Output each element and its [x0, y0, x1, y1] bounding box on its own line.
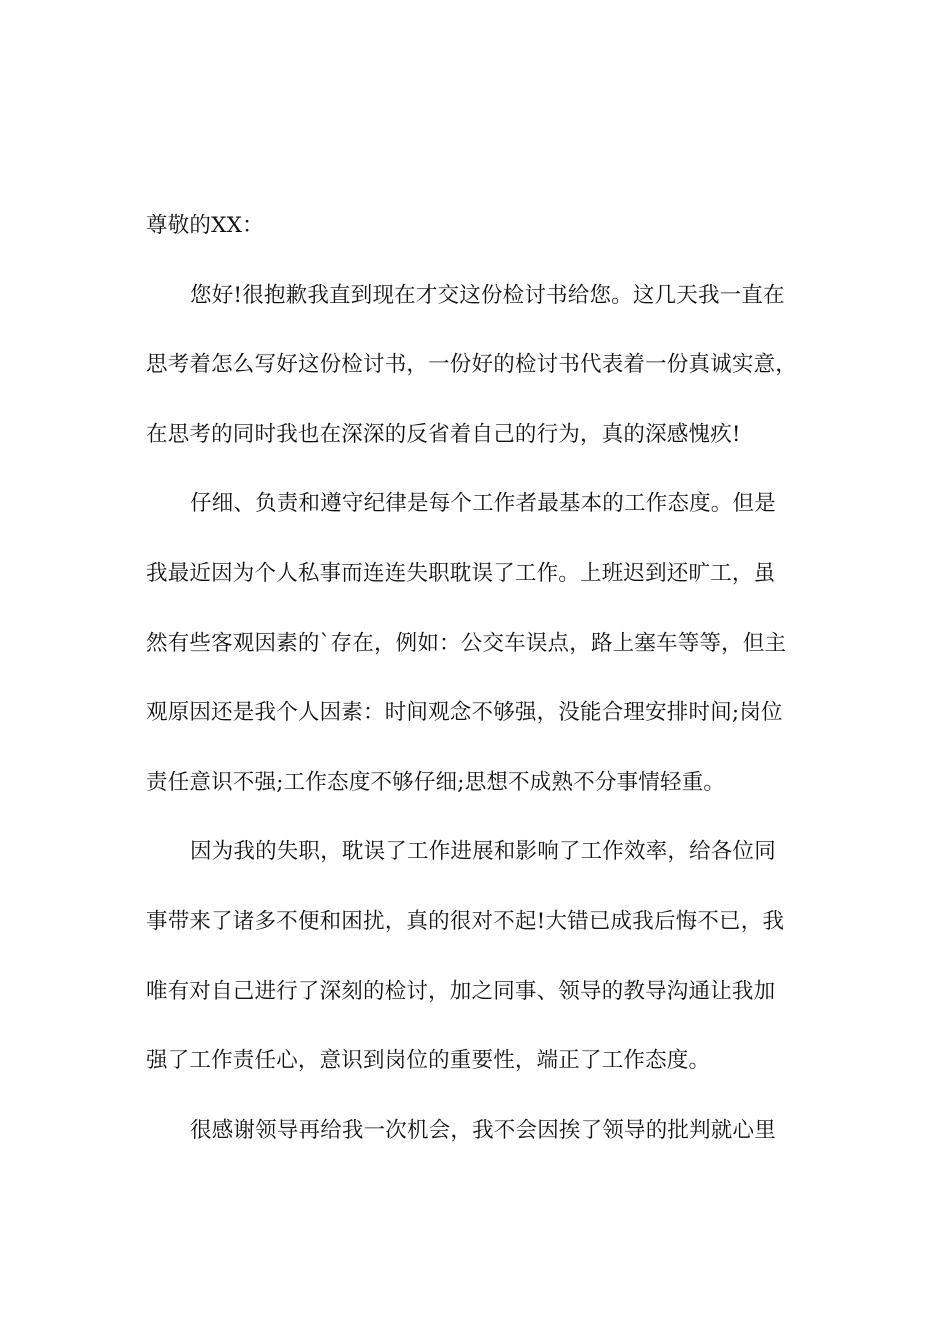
- paragraph-3-line-2: 事带来了诸多不便和困扰，真的很对不起!大错已成我后悔不已，我: [146, 908, 785, 934]
- paragraph-1-line-1: 您好!很抱歉我直到现在才交这份检讨书给您。这几天我一直在: [190, 282, 785, 308]
- paragraph-3-line-4: 强了工作责任心，意识到岗位的重要性，端正了工作态度。: [146, 1048, 711, 1074]
- paragraph-3-line-1: 因为我的失职，耽误了工作进展和影响了工作效率，给各位同: [190, 839, 776, 865]
- paragraph-2-line-4: 观原因还是我个人因素：时间观念不够强，没能合理安排时间;岗位: [146, 700, 783, 726]
- paragraph-2-line-1: 仔细、负责和遵守纪律是每个工作者最基本的工作态度。但是: [190, 491, 776, 517]
- paragraph-1-line-3: 在思考的同时我也在深深的反省着自己的行为，真的深感愧疚!: [146, 421, 741, 447]
- paragraph-3-line-3: 唯有对自己进行了深刻的检讨，加之同事、领导的教导沟通让我加: [146, 978, 776, 1004]
- paragraph-2-line-5: 责任意识不强;工作态度不够仔细;思想不成熟不分事情轻重。: [146, 769, 726, 795]
- paragraph-2-line-2: 我最近因为个人私事而连连失职耽误了工作。上班迟到还旷工，虽: [146, 560, 776, 586]
- paragraph-2-line-3: 然有些客观因素的`存在，例如：公交车误点，路上塞车等等，但主: [146, 630, 787, 656]
- salutation: 尊敬的XX：: [146, 213, 264, 238]
- paragraph-1-line-2: 思考着怎么写好这份检讨书，一份好的检讨书代表着一份真诚实意，: [146, 352, 798, 378]
- letter-body: [146, 202, 814, 1176]
- paragraph-4-line-1: 很感谢领导再给我一次机会，我不会因挨了领导的批判就心里: [190, 1117, 776, 1143]
